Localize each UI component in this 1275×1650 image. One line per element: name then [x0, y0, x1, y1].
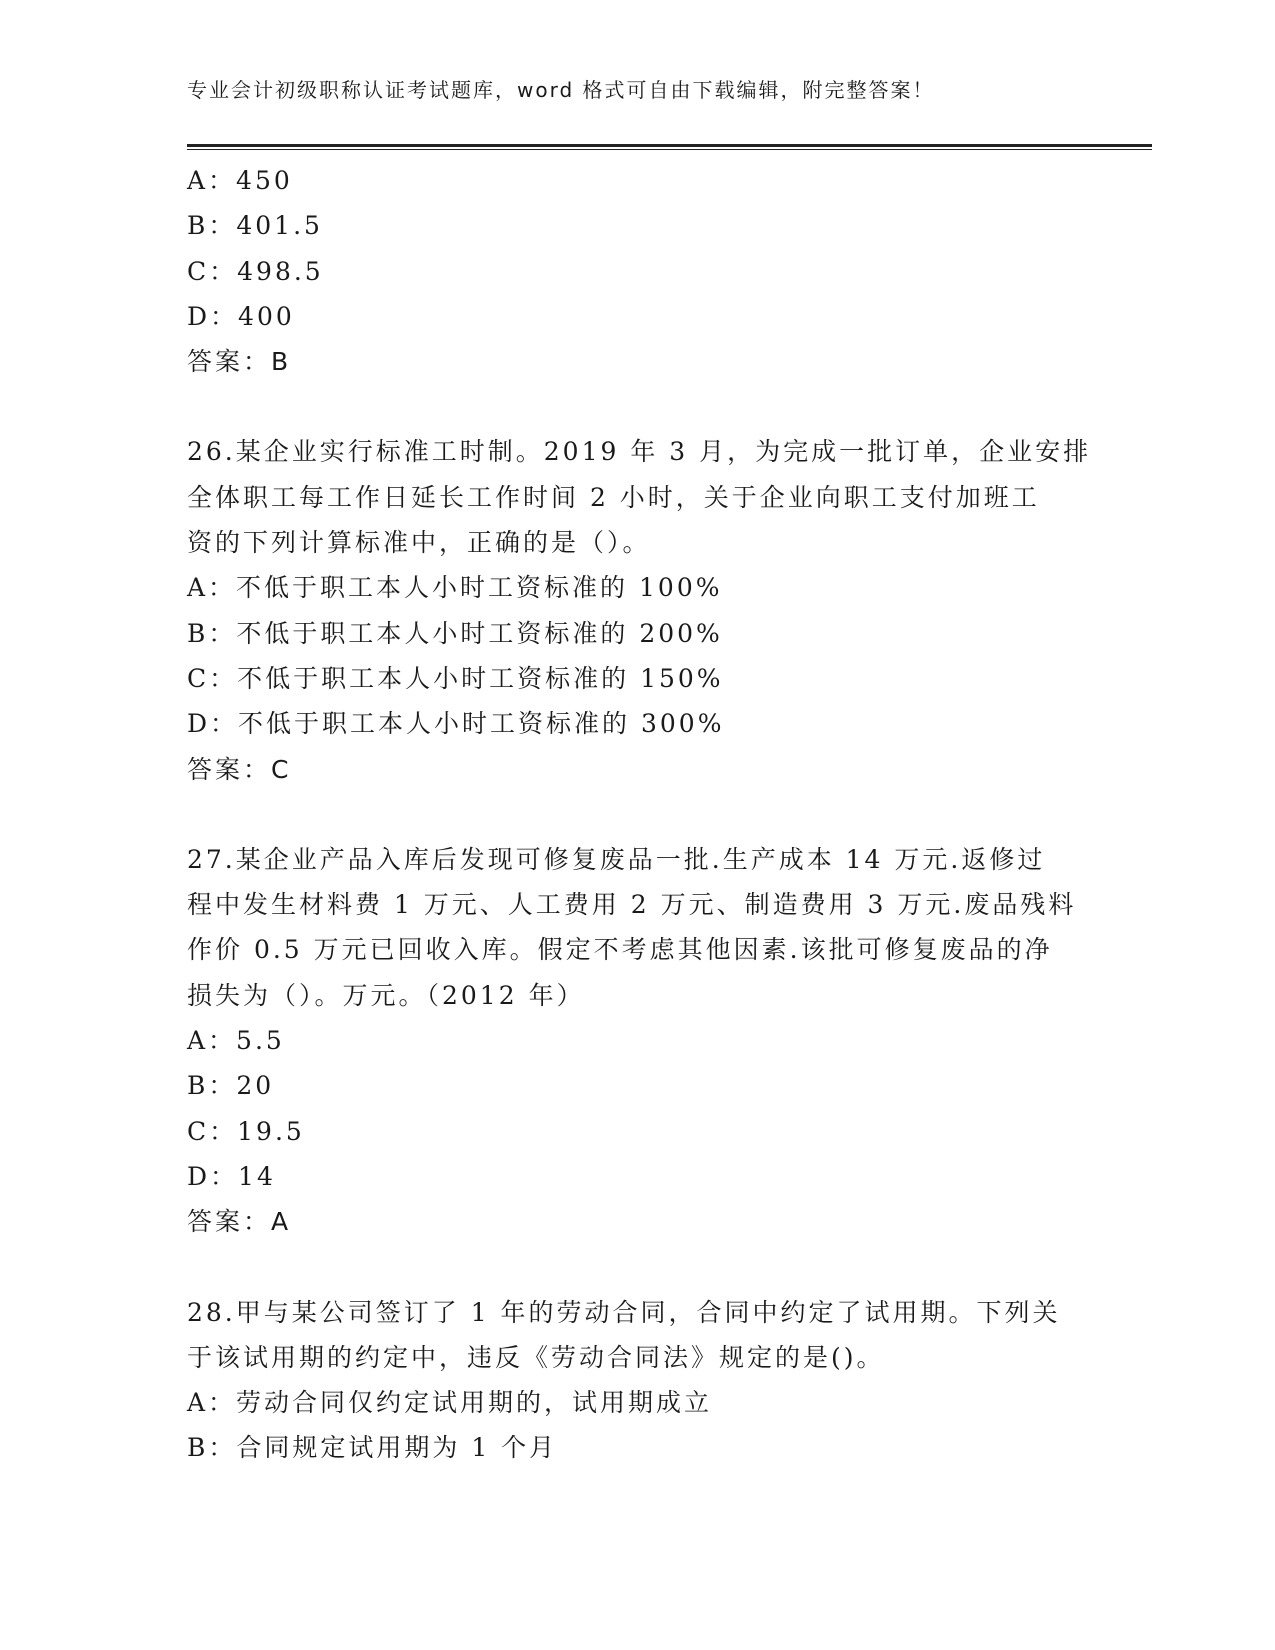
spacer — [187, 792, 1087, 837]
spacer — [187, 1245, 1087, 1290]
spacer — [187, 384, 1087, 429]
option-b: B：不低于职工本人小时工资标准的 200% — [187, 618, 723, 648]
option-c: C：19.5 — [187, 1116, 305, 1146]
option-a: A：450 — [187, 166, 293, 195]
option-a: A：不低于职工本人小时工资标准的 100% — [187, 573, 723, 603]
option-d: D：不低于职工本人小时工资标准的 300% — [187, 709, 725, 739]
question-stem-line: 全体职工每工作日延长工作时间 2 小时，关于企业向职工支付加班工 — [187, 482, 1040, 512]
question-stem-line: 作价 0.5 万元已回收入库。假定不考虑其他因素.该批可修复废品的净 — [187, 935, 1053, 965]
option-d: D：14 — [187, 1161, 276, 1191]
page-header: 专业会计初级职称认证考试题库，word 格式可自由下载编辑，附完整答案！ — [187, 78, 935, 102]
question-28 — [187, 1290, 1087, 1471]
answer-line: 答案：A — [187, 1207, 292, 1237]
question-stem-line: 损失为（）。万元。（2012 年） — [187, 980, 585, 1010]
question-stem-line: 26.某企业实行标准工时制。2019 年 3 月，为完成一批订单，企业安排 — [187, 437, 1092, 467]
option-a: A：劳动合同仅约定试用期的，试用期成立 — [187, 1388, 713, 1418]
question-stem-line: 资的下列计算标准中，正确的是（）。 — [187, 528, 651, 558]
option-c: C：498.5 — [187, 256, 324, 286]
option-d: D：400 — [187, 301, 295, 331]
question-body — [187, 158, 1092, 1471]
option-c: C：不低于职工本人小时工资标准的 150% — [187, 663, 724, 693]
question-stem-line: 程中发生材料费 1 万元、人工费用 2 万元、制造费用 3 万元.废品残料 — [187, 890, 1077, 920]
option-b: B：合同规定试用期为 1 个月 — [187, 1433, 558, 1463]
question-stem-line: 于该试用期的约定中，违反《劳动合同法》规定的是()。 — [187, 1342, 885, 1372]
option-b: B：20 — [187, 1071, 275, 1101]
option-a: A：5.5 — [187, 1026, 285, 1056]
header-rule-thick — [187, 144, 1152, 147]
question-25 — [187, 158, 1087, 384]
question-26 — [187, 429, 1092, 791]
header-rule-thin — [187, 149, 1152, 150]
question-stem-line: 27.某企业产品入库后发现可修复废品一批.生产成本 14 万元.返修过 — [187, 844, 1046, 874]
answer-line: 答案：C — [187, 754, 292, 784]
option-b: B：401.5 — [187, 211, 323, 241]
question-stem-line: 28.甲与某公司签订了 1 年的劳动合同，合同中约定了试用期。下列关 — [187, 1297, 1061, 1327]
answer-line: 答案：B — [187, 347, 292, 377]
question-27 — [187, 837, 1087, 1245]
